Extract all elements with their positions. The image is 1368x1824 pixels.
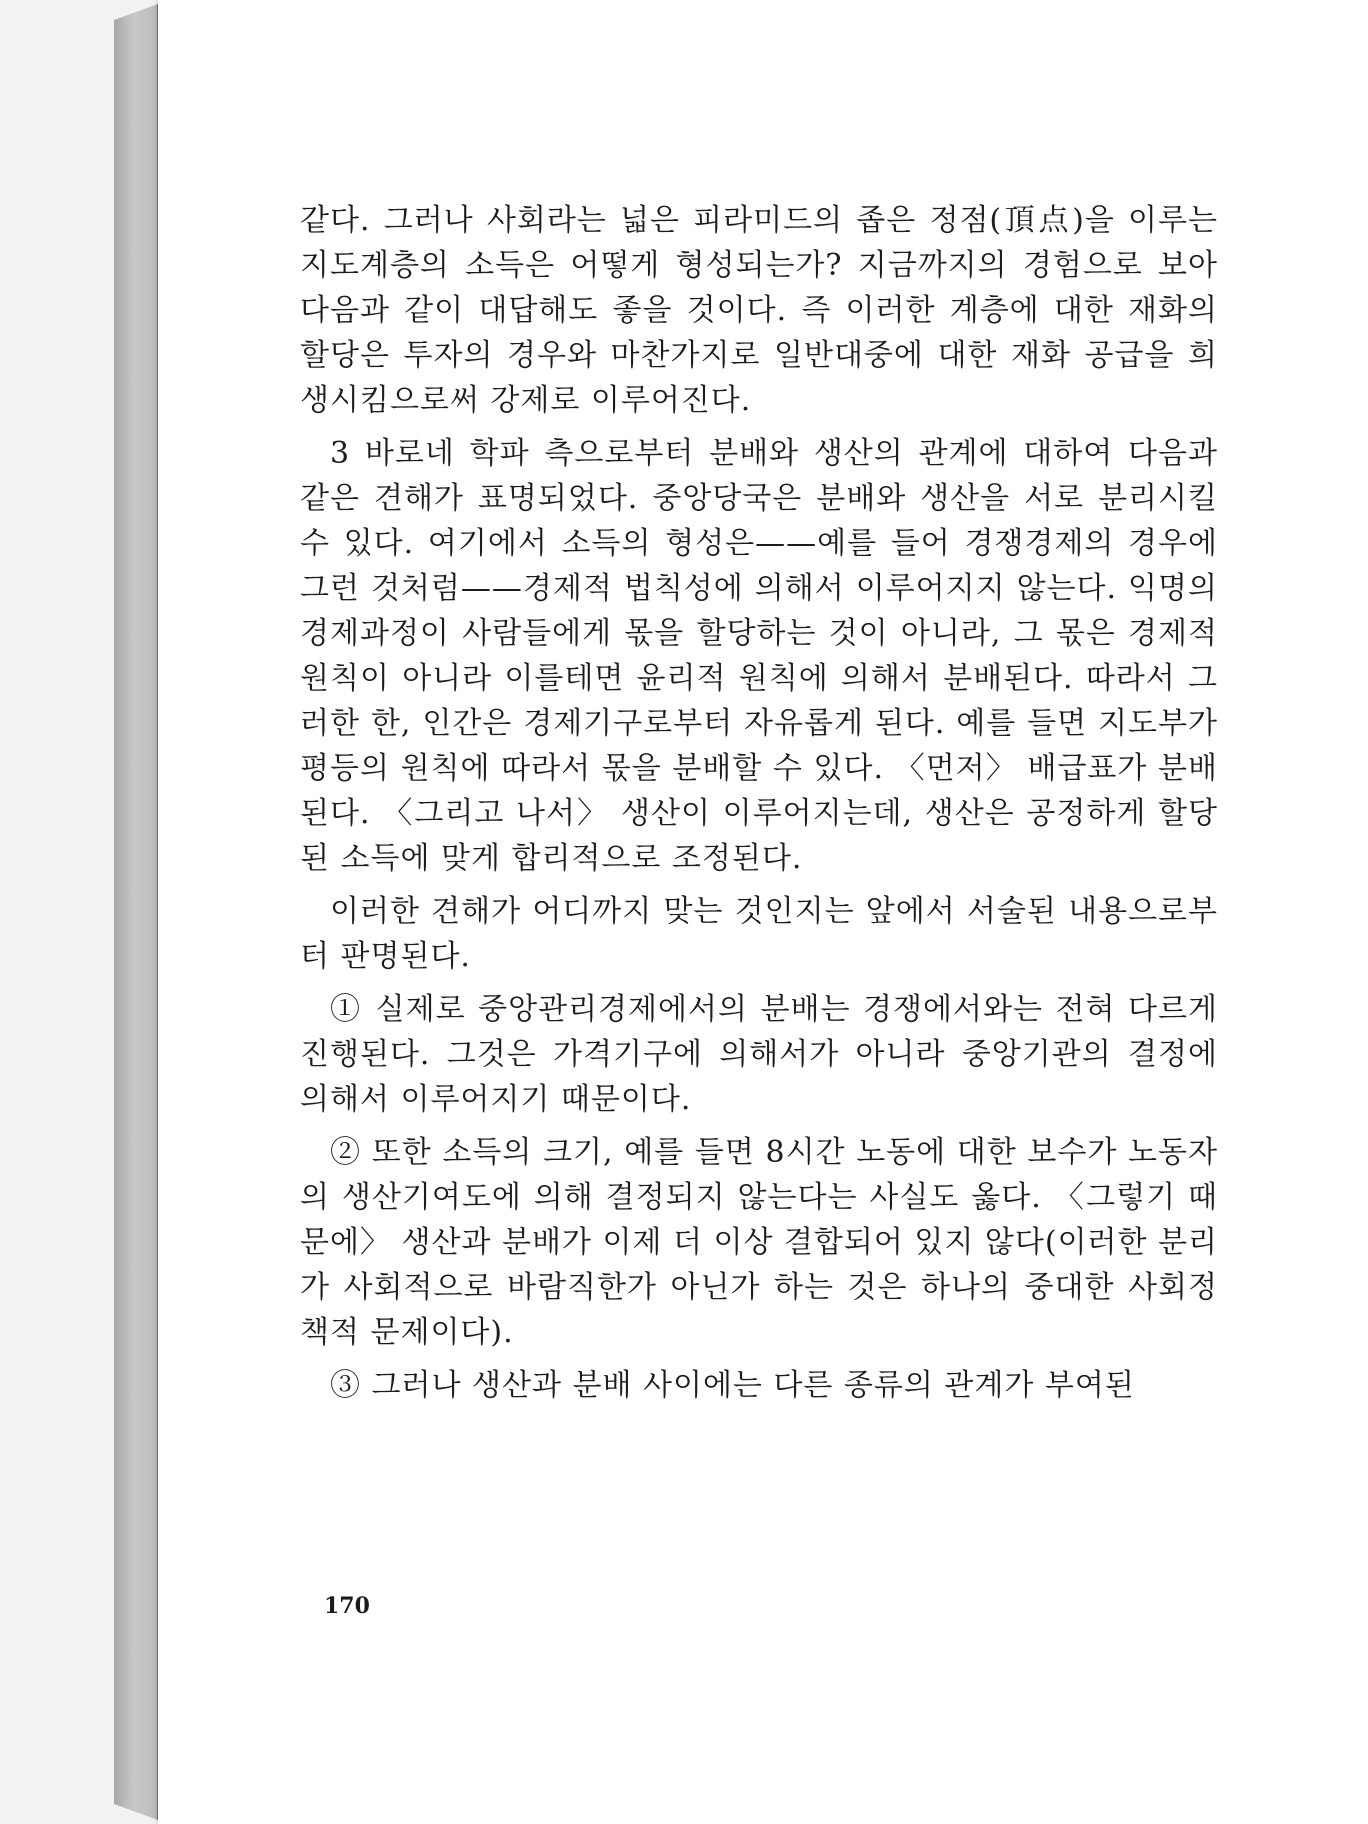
paragraph-4: ① 실제로 중앙관리경제에서의 분배는 경쟁에서와는 전혀 다르게 진행된다. 그것은 가격기구에 의해서가 아니라 중앙기관의 결정에 의해서 이루어지기 때문이다. xyxy=(300,992,1218,1117)
paragraph-1: 같다. 그러나 사회라는 넓은 피라미드의 좁은 정점(頂点)을 이루는 지도계층의 소득은 어떻게 형성되는가? 지금까지의 경험으로 보아 다음과 같이 대답해도 좋을 것이다. 즉 이러한 계층에 대한 재화의 할당은 투자의 경우와 마찬가지로 일반대중에 대한 재화 공급을 희생시킴으로써 강제로 이루어진다. xyxy=(300,203,1218,418)
book-page xyxy=(158,0,1368,1824)
paragraph-2: 3 바로네 학파 측으로부터 분배와 생산의 관계에 대하여 다음과 같은 견해가 표명되었다. 중앙당국은 분배와 생산을 서로 분리시킬 수 있다. 여기에서 소득의 형성은——예를 들어 경쟁경제의 경우에 그런 것처럼——경제적 법칙성에 의해서 이루어지지 않는다. 익명의 경제과정이 사람들에게 몫을 할당하는 것이 아니라, 그 몫은 경제적 원칙이 아니라 이를테면 윤리적 원칙에 의해서 분배된다. 따라서 그러한 한, 인간은 경제기구로부터 자유롭게 된다. 예를 들면 지도부가 평등의 원칙에 따라서 몫을 분배할 수 있다. 〈먼저〉 배급표가 분배된다. 〈그리고 나서〉 생산이 이루어지는데, 생산은 공정하게 할당된 소득에 맞게 합리적으로 조정된다. xyxy=(300,436,1218,876)
paragraph-5: ② 또한 소득의 크기, 예를 들면 8시간 노동에 대한 보수가 노동자의 생산기여도에 의해 결정되지 않는다는 사실도 옳다. 〈그렇기 때문에〉 생산과 분배가 이제 더 이상 결합되어 있지 않다(이러한 분리가 사회적으로 바람직한가 아닌가 하는 것은 하나의 중대한 사회정책적 문제이다). xyxy=(300,1135,1219,1350)
book-spine xyxy=(114,4,158,1820)
paragraph-6: ③ 그러나 생산과 분배 사이에는 다른 종류의 관계가 부여된 xyxy=(330,1368,1135,1403)
paragraph-3: 이러한 견해가 어디까지 맞는 것인지는 앞에서 서술된 내용으로부터 판명된다. xyxy=(300,894,1218,974)
page-number: 170 xyxy=(324,1593,370,1619)
page-body xyxy=(300,198,1218,1416)
